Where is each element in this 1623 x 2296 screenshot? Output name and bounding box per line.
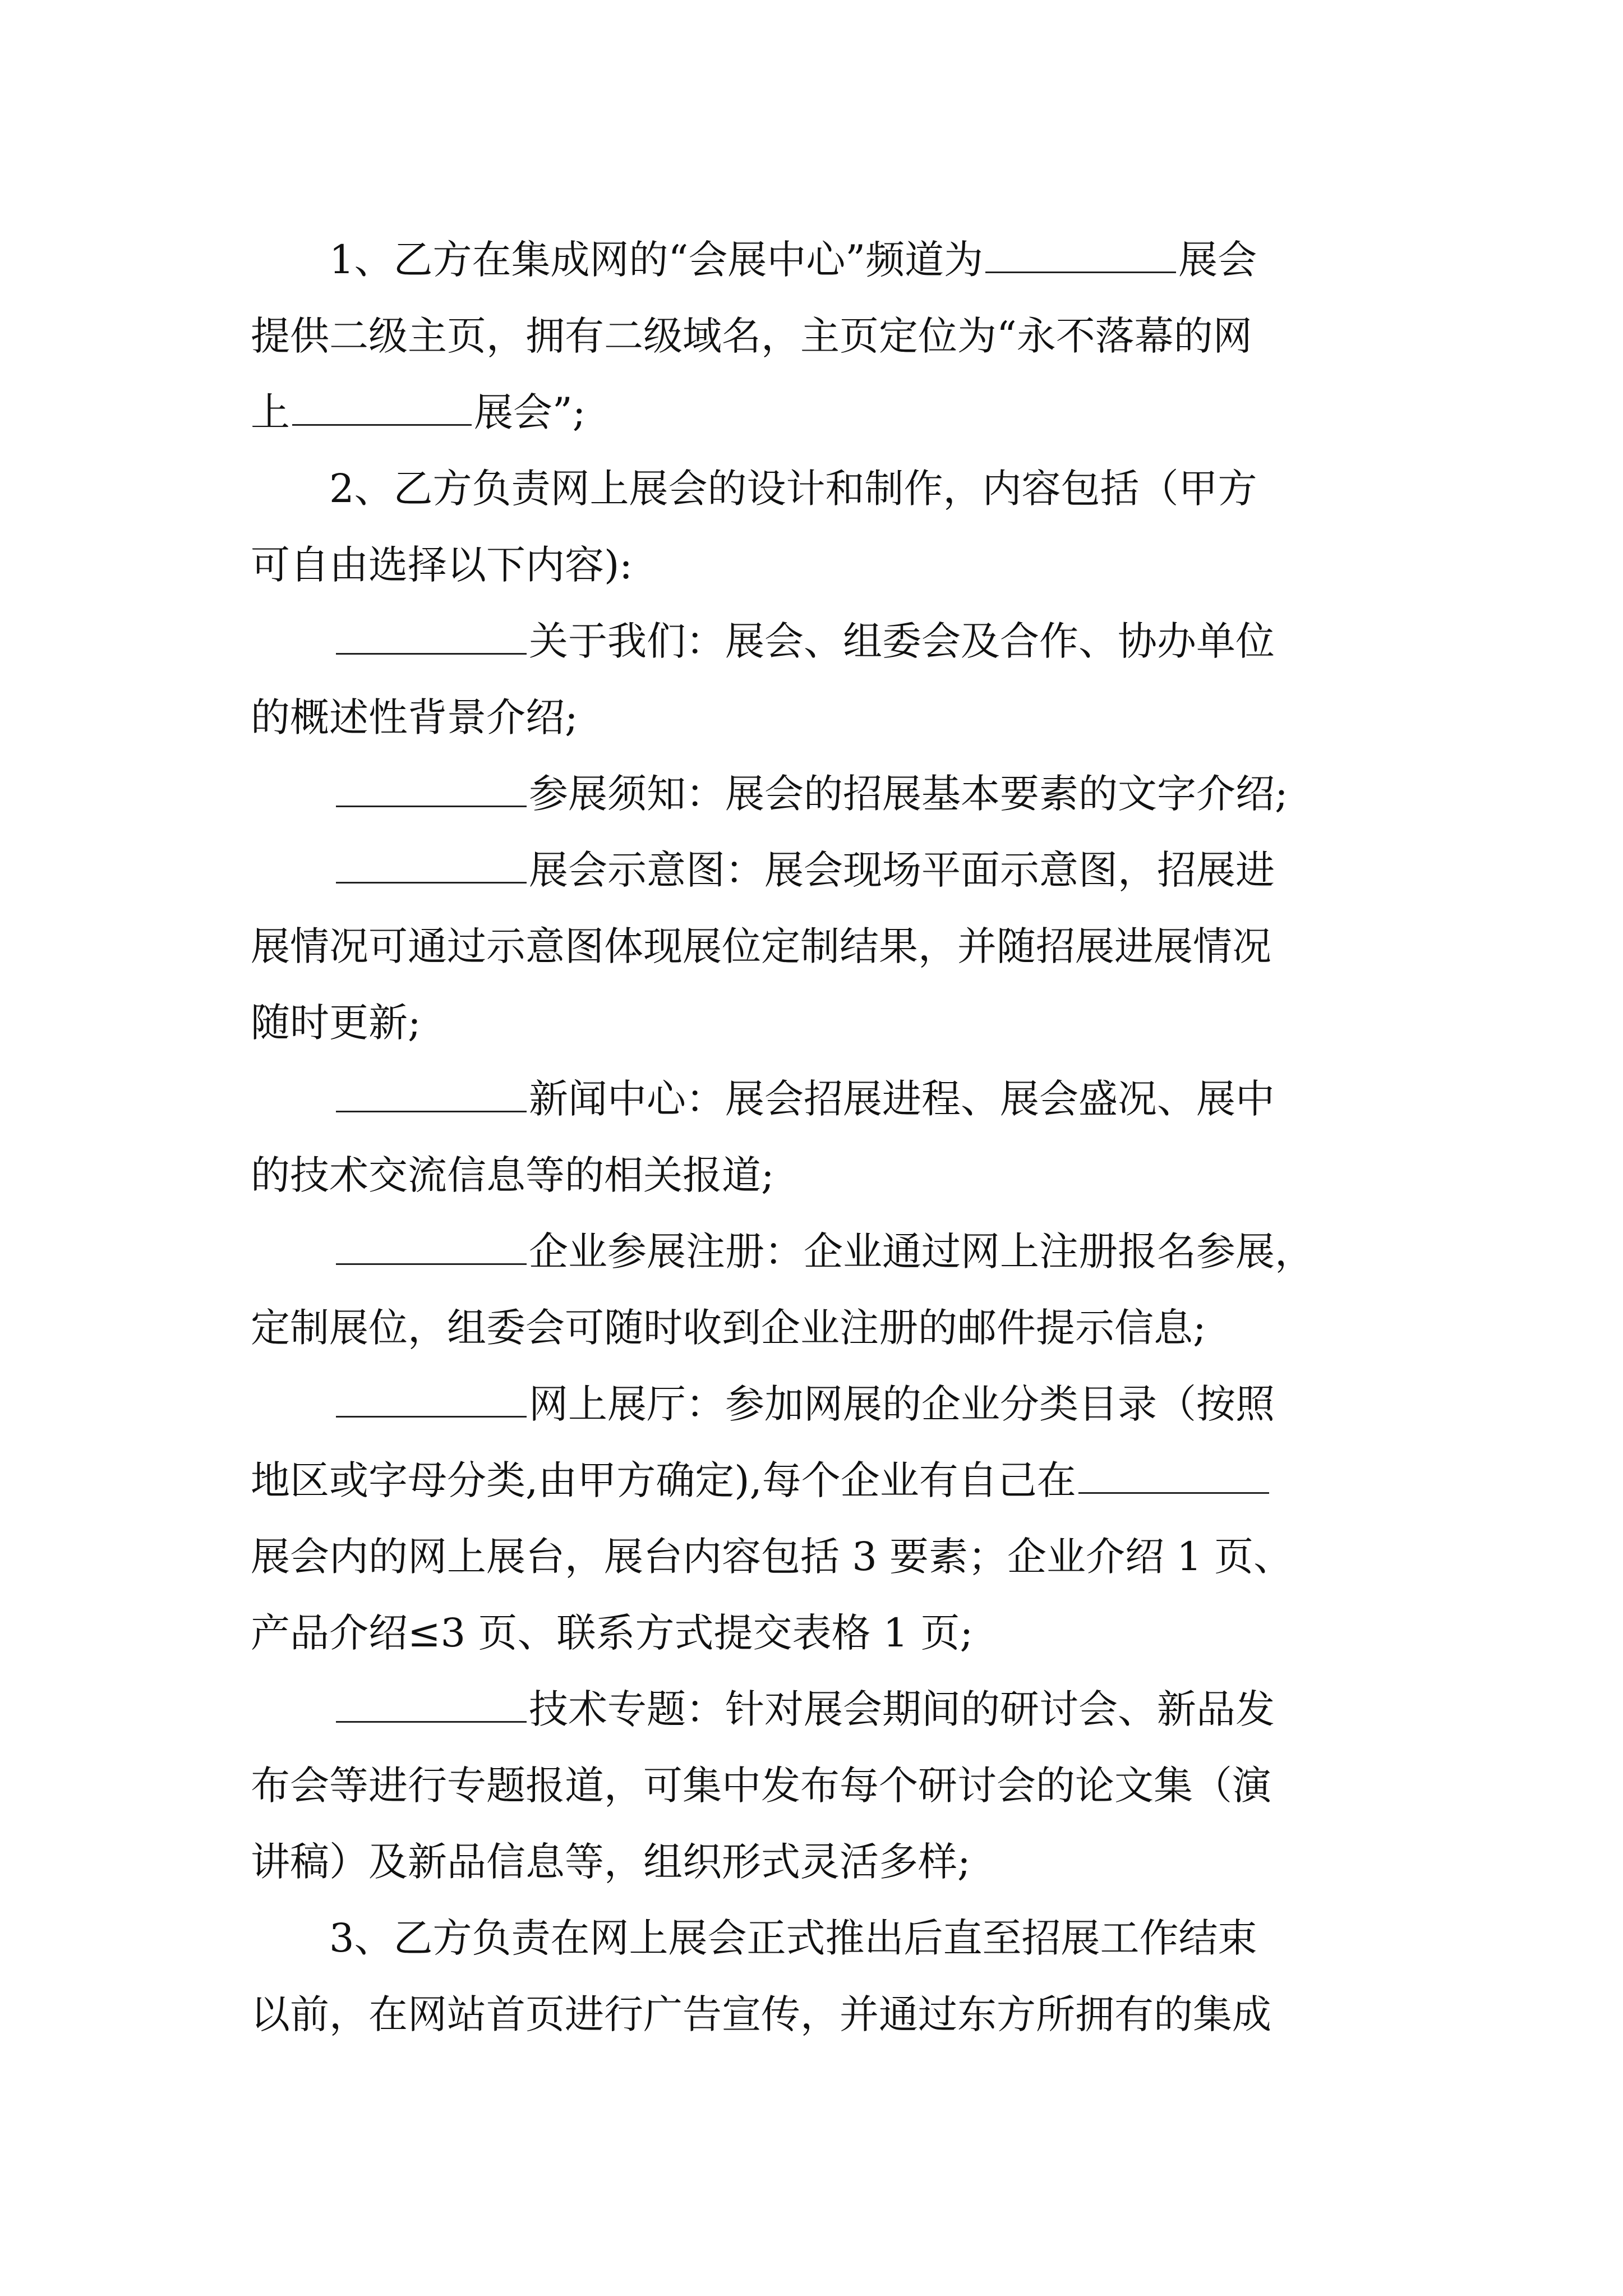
blank-field-exhibition-name-2 [292,390,472,426]
hall-line2-text: 地区或字母分类,由甲方确定),每个企业有自己在 [251,1457,1076,1503]
item3-line1: 3、乙方负责在网上展会正式推出后直至招展工作结束 [329,1915,1257,1961]
item3-line2: 以前，在网站首页进行广告宣传，并通过东方所拥有的集成 [251,1991,1271,2037]
hall-text: 网上展厅：参加网展的企业分类目录（按照 [529,1381,1275,1427]
about-line1 [251,603,1378,679]
news-text: 新闻中心：展会招展进程、展会盛况、展中 [529,1076,1275,1122]
tech-line2: 布会等进行专题报道，可集中发布每个研讨会的论文集（演 [251,1763,1271,1809]
item1-text-b: 展会 [1178,237,1257,283]
item1-text-a: 1、乙方在集成网的“会展中心”频道为 [329,237,984,283]
document-body [251,222,1378,2053]
blank-field-notice [336,772,527,807]
layout-map-text: 展会示意图：展会现场平面示意图，招展进 [529,847,1275,893]
registration-text: 企业参展注册：企业通过网上注册报名参展， [529,1228,1314,1274]
blank-field-exhibition-name [985,238,1176,273]
item2-line2: 可自由选择以下内容): [251,542,633,588]
hall-line4: 产品介绍≤3 页、联系方式提交表格 1 页; [251,1610,974,1656]
blank-field-tech [336,1687,527,1723]
blank-field-about [336,619,527,655]
blank-field-news [336,1077,527,1112]
tech-line3: 讲稿）及新品信息等，组织形式灵活多样; [251,1839,971,1885]
notice-text: 参展须知：展会的招展基本要素的文字介绍; [529,771,1288,817]
blank-field-hall [336,1382,527,1418]
registration-line1 [251,1213,1378,1290]
tech-line1 [251,1671,1378,1747]
hall-line3: 展会内的网上展台，展台内容包括 3 要素；企业介绍 1 页、 [251,1534,1293,1580]
item1-line3-text-a: 上 [251,389,290,435]
item1-line3-text-b: 展会”; [474,389,586,435]
about-text: 关于我们：展会、组委会及合作、协办单位 [529,618,1275,664]
item1-line1 [251,222,1378,298]
blank-field-registration [336,1230,527,1265]
hall-line2 [251,1442,1378,1519]
about-line2: 的概述性背景介绍; [251,694,578,740]
tech-text: 技术专题：针对展会期间的研讨会、新品发 [529,1686,1275,1732]
blank-field-hall-exhibition [1078,1458,1269,1494]
hall-line1 [251,1366,1378,1442]
blank-field-layout-map [336,848,527,884]
item1-line3 [251,374,1378,450]
registration-line2: 定制展位，组委会可随时收到企业注册的邮件提示信息; [251,1305,1206,1351]
news-line1 [251,1061,1378,1137]
layout-map-line1 [251,832,1378,908]
layout-map-line3: 随时更新; [251,1000,421,1046]
layout-map-line2: 展情况可通过示意图体现展位定制结果，并随招展进展情况 [251,923,1271,969]
news-line2: 的技术交流信息等的相关报道; [251,1152,774,1198]
item1-line2: 提供二级主页，拥有二级域名，主页定位为“永不落幕的网 [251,313,1252,359]
notice-line1 [251,756,1378,832]
item2-line1: 2、乙方负责网上展会的设计和制作，内容包括（甲方 [329,466,1257,512]
